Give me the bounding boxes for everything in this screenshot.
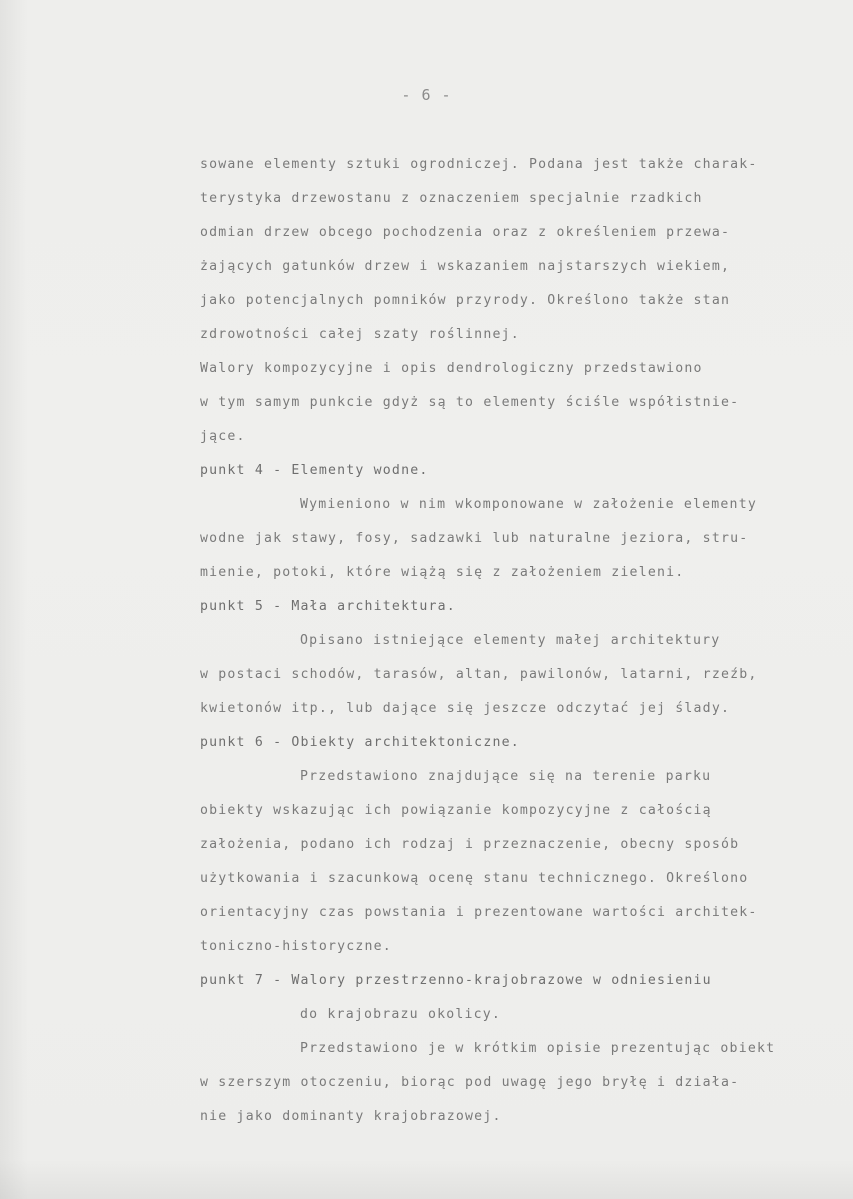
text-line: w postaci schodów, tarasów, altan, pawilonów, latarni, rzeźb, — [200, 667, 758, 682]
text-line: Przedstawiono znajdujące się na terenie parku — [300, 769, 712, 784]
text-line: sowane elementy sztuki ogrodniczej. Podana jest także charak- — [200, 157, 758, 172]
text-line: mienie, potoki, które wiążą się z założeniem zieleni. — [200, 565, 685, 580]
text-line: Wymieniono w nim wkomponowane w założenie elementy — [300, 497, 757, 512]
text-line: jako potencjalnych pomników przyrody. Określono także stan — [200, 293, 731, 308]
text-line: w szerszym otoczeniu, biorąc pod uwagę jego bryłę i działa- — [200, 1075, 740, 1090]
text-line: kwietonów itp., lub dające się jeszcze odczytać jej ślady. — [200, 701, 731, 716]
body-text — [200, 148, 840, 1134]
text-line: Opisano istniejące elementy małej architektury — [300, 633, 721, 648]
text-line: odmian drzew obcego pochodzenia oraz z określeniem przewa- — [200, 225, 731, 240]
section-heading-punkt-6: punkt 6 - Obiekty architektoniczne. — [200, 735, 520, 750]
text-line: nie jako dominanty krajobrazowej. — [200, 1109, 502, 1124]
page-number: - 6 - — [401, 86, 452, 104]
text-line: orientacyjny czas powstania i prezentowane wartości architek- — [200, 905, 758, 920]
text-line: terystyka drzewostanu z oznaczeniem specjalnie rzadkich — [200, 191, 703, 206]
text-line: toniczno-historyczne. — [200, 939, 392, 954]
text-line: do krajobrazu okolicy. — [300, 1007, 502, 1022]
text-line: jące. — [200, 429, 246, 444]
text-line: Przedstawiono je w krótkim opisie prezentując obiekt — [300, 1041, 776, 1056]
section-heading-punkt-4: punkt 4 - Elementy wodne. — [200, 463, 429, 478]
text-line: założenia, podano ich rodzaj i przeznaczenie, obecny sposób — [200, 837, 740, 852]
text-line: Walory kompozycyjne i opis dendrologiczny przedstawiono — [200, 361, 703, 376]
text-line: żających gatunków drzew i wskazaniem najstarszych wiekiem, — [200, 259, 731, 274]
text-line: zdrowotności całej szaty roślinnej. — [200, 327, 520, 342]
text-line: użytkowania i szacunkową ocenę stanu technicznego. Określono — [200, 871, 749, 886]
section-heading-punkt-5: punkt 5 - Mała architektura. — [200, 599, 456, 614]
text-line: wodne jak stawy, fosy, sadzawki lub naturalne jeziora, stru- — [200, 531, 749, 546]
text-line: obiekty wskazując ich powiązanie kompozycyjne z całością — [200, 803, 712, 818]
section-heading-punkt-7: punkt 7 - Walory przestrzenno-krajobrazowe w odniesieniu — [200, 973, 712, 988]
text-line: w tym samym punkcie gdyż są to elementy ściśle współistnie- — [200, 395, 740, 410]
